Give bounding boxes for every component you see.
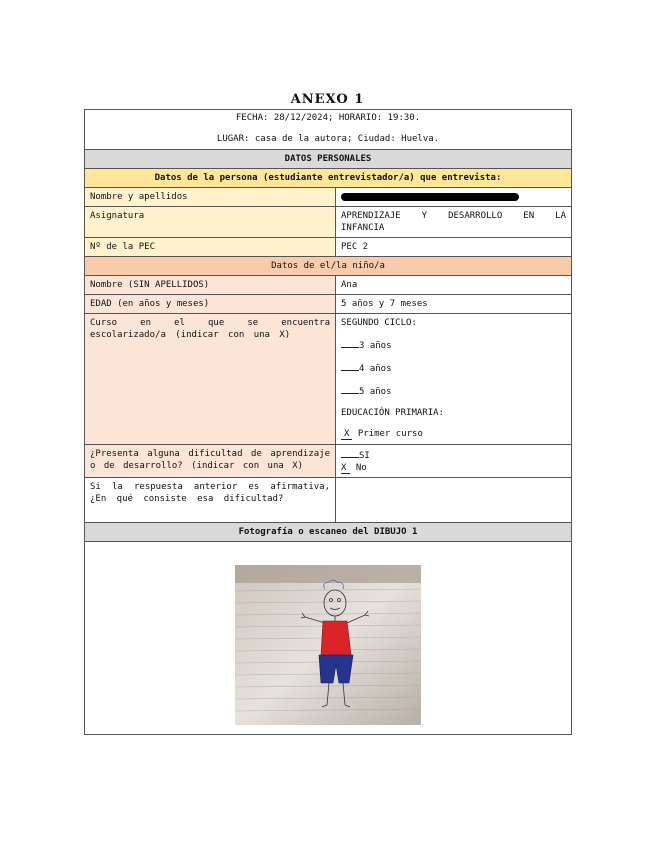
course-row [85,314,572,445]
cycle-option-4[interactable] [341,361,566,375]
section-child: Datos de el/la niño/a [85,257,572,276]
cycle-option-label: 3 años [359,341,392,351]
cycle-option-5[interactable] [341,384,566,398]
interviewer-name-value [336,188,572,207]
child-age-value: 5 años y 7 meses [336,295,572,314]
difficulty-no-option[interactable] [341,462,566,474]
difficulty-detail-value[interactable] [336,478,572,523]
child-name-value: Ana [336,276,572,295]
place-line: LUGAR: casa de la autora; Ciudad: Huelva. [216,134,440,144]
pec-row [85,238,572,257]
redaction-mark [341,193,519,201]
checkbox-blank[interactable] [341,361,359,371]
form-table [84,109,572,735]
header-row [85,110,572,150]
difficulty-row [85,445,572,478]
photo-row [85,542,572,735]
subject-value: APRENDIZAJE Y DESARROLLO EN LA INFANCIA [336,207,572,238]
difficulty-yes-option[interactable] [341,448,566,462]
section-photo: Fotografía o escaneo del DIBUJO 1 [85,523,572,542]
photo-cell [85,542,572,735]
difficulty-detail-row [85,478,572,523]
subject-row [85,207,572,238]
child-drawing-image [235,565,421,725]
checkbox-blank[interactable] [341,338,359,348]
document-title: ANEXO 1 [290,92,365,107]
child-name-row [85,276,572,295]
course-options [336,314,572,445]
child-name-label: Nombre (SIN APELLIDOS) [85,276,336,295]
difficulty-label: ¿Presenta alguna dificultad de aprendizaje o de desarrollo? (indicar con una X) [85,445,336,478]
cycle-option-3[interactable] [341,338,566,352]
cycle-option-label: 5 años [359,387,392,397]
difficulty-options [336,445,572,478]
section-interviewer: Datos de la persona (estudiante entrevistador/a) que entrevista: [85,169,572,188]
interviewer-name-label: Nombre y apellidos [85,188,336,207]
cycle-option-label: 4 años [359,364,392,374]
section-personal-data: DATOS PERSONALES [85,150,572,169]
difficulty-no-mark[interactable]: X [341,463,350,474]
primary-option[interactable] [341,428,566,440]
primary-option-label: Primer curso [357,429,423,439]
pec-value: PEC 2 [336,238,572,257]
difficulty-yes-label: SI [359,451,370,461]
course-label: Curso en el que se encuentra escolarizado/a (indicar con una X) [85,314,336,445]
date-time-line: FECHA: 28/12/2024; HORARIO: 19:30. [235,113,421,123]
cycle-heading: SEGUNDO CICLO: [341,318,417,328]
child-age-label: EDAD (en años y meses) [85,295,336,314]
interviewer-name-row [85,188,572,207]
subject-label: Asignatura [85,207,336,238]
difficulty-no-label: No [355,463,367,473]
pec-label: Nº de la PEC [85,238,336,257]
child-age-row [85,295,572,314]
primary-mark[interactable]: X [341,429,352,440]
difficulty-detail-label: Si la respuesta anterior es afirmativa, ¿En qué consiste esa dificultad? [85,478,336,523]
checkbox-blank[interactable] [341,448,359,458]
checkbox-blank[interactable] [341,384,359,394]
primary-heading: EDUCACIÓN PRIMARIA: [341,408,444,418]
